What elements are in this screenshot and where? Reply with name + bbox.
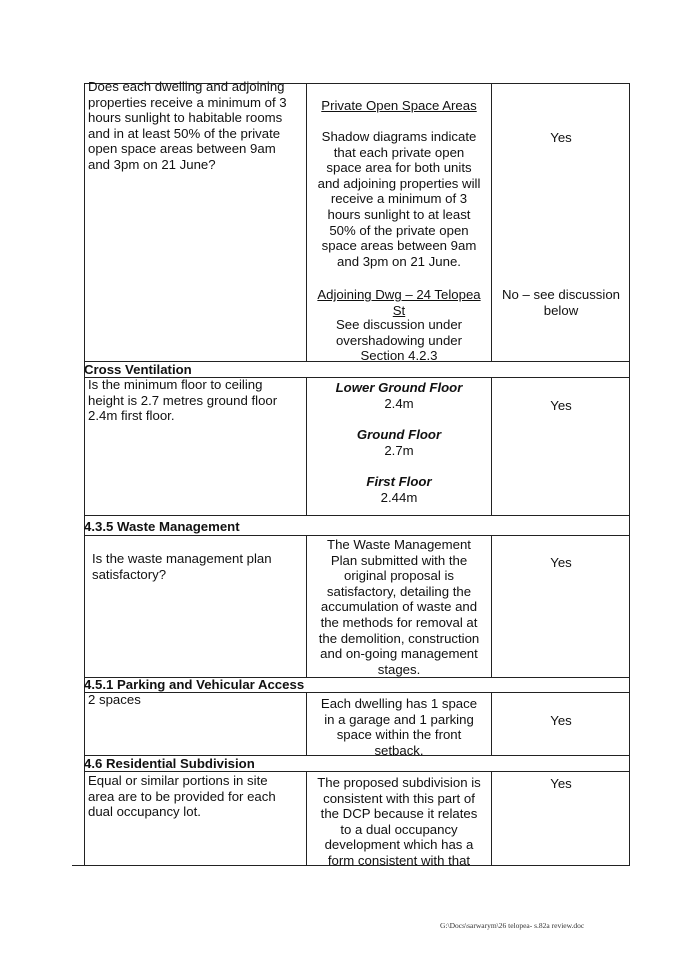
parking-response: Each dwelling has 1 space in a garage and 1 parking space within the front setback. (320, 696, 478, 758)
private-open-space-heading: Private Open Space Areas (321, 98, 477, 113)
col-divider (491, 83, 492, 361)
sunlight-requirement: Does each dwelling and adjoining properties receive a minimum of 3 hours sunlight to habitable rooms and in at least 50% of the private open space areas between 9am and 3pm on 21 June? (88, 79, 287, 172)
ground-floor-label: Ground Floor (356, 427, 442, 442)
parking-result: Yes (550, 713, 572, 728)
private-open-space-text: Shadow diagrams indicate that each private open space area for both units and adjoining properties will receive a minimum of 3 hours sunlight to at least 50% of the private open space areas between 9am and 3pm on 21 June. (317, 129, 481, 269)
col-divider (306, 377, 307, 515)
section-heading-subdivision: 4.6 Residential Subdivision (84, 756, 255, 771)
col-divider (491, 692, 492, 755)
table-right-border (629, 83, 630, 865)
adjoining-dwelling-result: No – see discussion below (501, 287, 621, 318)
waste-response: The Waste Management Plan submitted with the original proposal is satisfactory, detailing the accumulation of waste and the methods for removal at the demolition, construction and on-going management stages. (318, 537, 480, 677)
col-divider (306, 771, 307, 865)
row-divider (84, 535, 630, 536)
adjoining-dwelling-text: See discussion under overshadowing under Section 4.2.3 (335, 317, 463, 364)
row-divider (84, 771, 630, 772)
lower-ground-floor-label: Lower Ground Floor (335, 380, 463, 395)
col-divider (306, 83, 307, 361)
first-floor-label: First Floor (366, 474, 432, 489)
parking-requirement: 2 spaces (88, 692, 141, 707)
col-divider (491, 377, 492, 515)
subdivision-response: The proposed subdivision is consistent with this part of the DCP because it relates to a dual occupancy development which has a form consistent with that (317, 775, 481, 868)
subdivision-result: Yes (550, 776, 572, 791)
footer-file-path: G:\Docs\sarwarym\26 telopea- s.82a review.doc (440, 921, 585, 930)
table-left-border (84, 83, 85, 865)
section-heading-parking: 4.5.1 Parking and Vehicular Access (84, 677, 305, 692)
ground-floor-value: 2.7m (384, 443, 414, 458)
cross-ventilation-result: Yes (550, 398, 572, 413)
first-floor-value: 2.44m (380, 490, 418, 505)
lower-ground-floor-value: 2.4m (384, 396, 414, 411)
col-divider (306, 692, 307, 755)
col-divider (491, 771, 492, 865)
row-divider (84, 515, 630, 516)
private-open-space-result: Yes (550, 130, 572, 145)
waste-result: Yes (550, 555, 572, 570)
section-heading-cross-ventilation: Cross Ventilation (84, 362, 192, 377)
subdivision-requirement: Equal or similar portions in site area are to be provided for each dual occupancy lot. (88, 773, 276, 820)
adjoining-dwelling-heading: Adjoining Dwg – 24 Telopea St (317, 287, 481, 318)
col-divider (491, 535, 492, 677)
cross-ventilation-requirement: Is the minimum floor to ceiling height is 2.7 metres ground floor 2.4m first floor. (88, 377, 278, 424)
section-heading-waste: 4.3.5 Waste Management (84, 519, 240, 534)
waste-requirement: Is the waste management plan satisfactory? (92, 551, 272, 582)
